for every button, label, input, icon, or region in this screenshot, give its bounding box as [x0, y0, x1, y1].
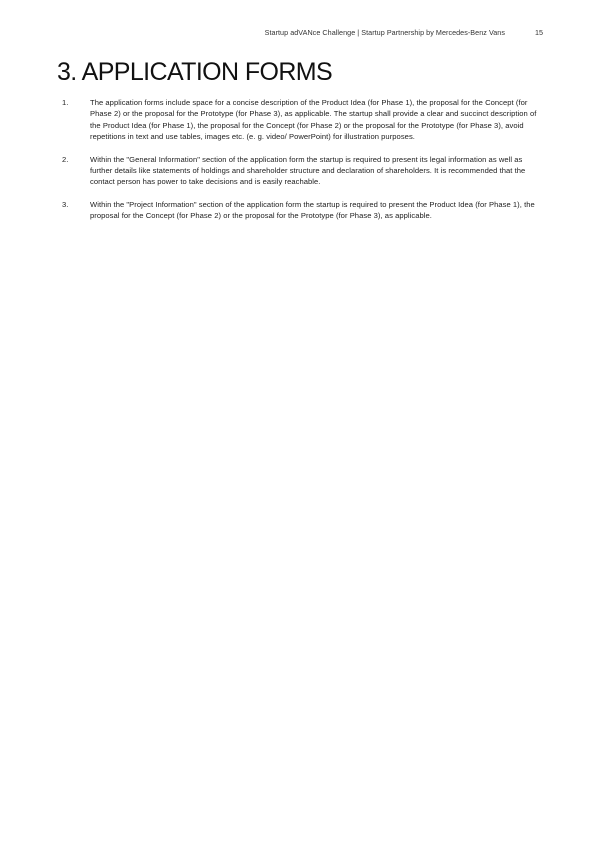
list-item — [62, 97, 542, 143]
list-item — [62, 199, 542, 222]
list-item-number: 1. — [62, 98, 69, 107]
list-item-number: 2. — [62, 154, 69, 164]
section-title: 3. APPLICATION FORMS — [57, 58, 333, 86]
list-item-number: 3. — [62, 199, 69, 209]
list-item-text: Within the "Project Information" section of the application form the startup is required to present the Product Idea (for Phase 1), the proposal for the Concept (for Phase 2) or the proposal for the Prototype (for Phase 3), as applicable. — [90, 199, 535, 221]
numbered-list — [62, 97, 542, 233]
page-number: 15 — [535, 28, 543, 37]
running-title: Startup adVANce Challenge | Startup Partnership by Mercedes-Benz Vans — [264, 28, 505, 37]
page-header — [0, 28, 600, 40]
list-item-text: Within the "General Information" section of the application form the startup is required to present its legal information as well as further details like statements of holdings and shareholder structure and declaration of shareholders. It is recommended that the contact person has power to take decisions and is easily reachable. — [90, 154, 526, 187]
list-item-text: The application forms include space for a concise description of the Product Idea (for Phase 1), the proposal for the Concept (for Phase 2) or the proposal for the Prototype (for Phase 3), as applicable. The startup shall provide a clear and succinct description of the Product Idea (for Phase 1), the proposal for the Concept (for Phase 2) or the proposal for the Prototype (for Phase 3), avoid repetitions in text and use tables, images etc. (e. g. video/ PowerPoint) for illustration purposes. — [90, 98, 537, 142]
list-item — [62, 154, 542, 188]
